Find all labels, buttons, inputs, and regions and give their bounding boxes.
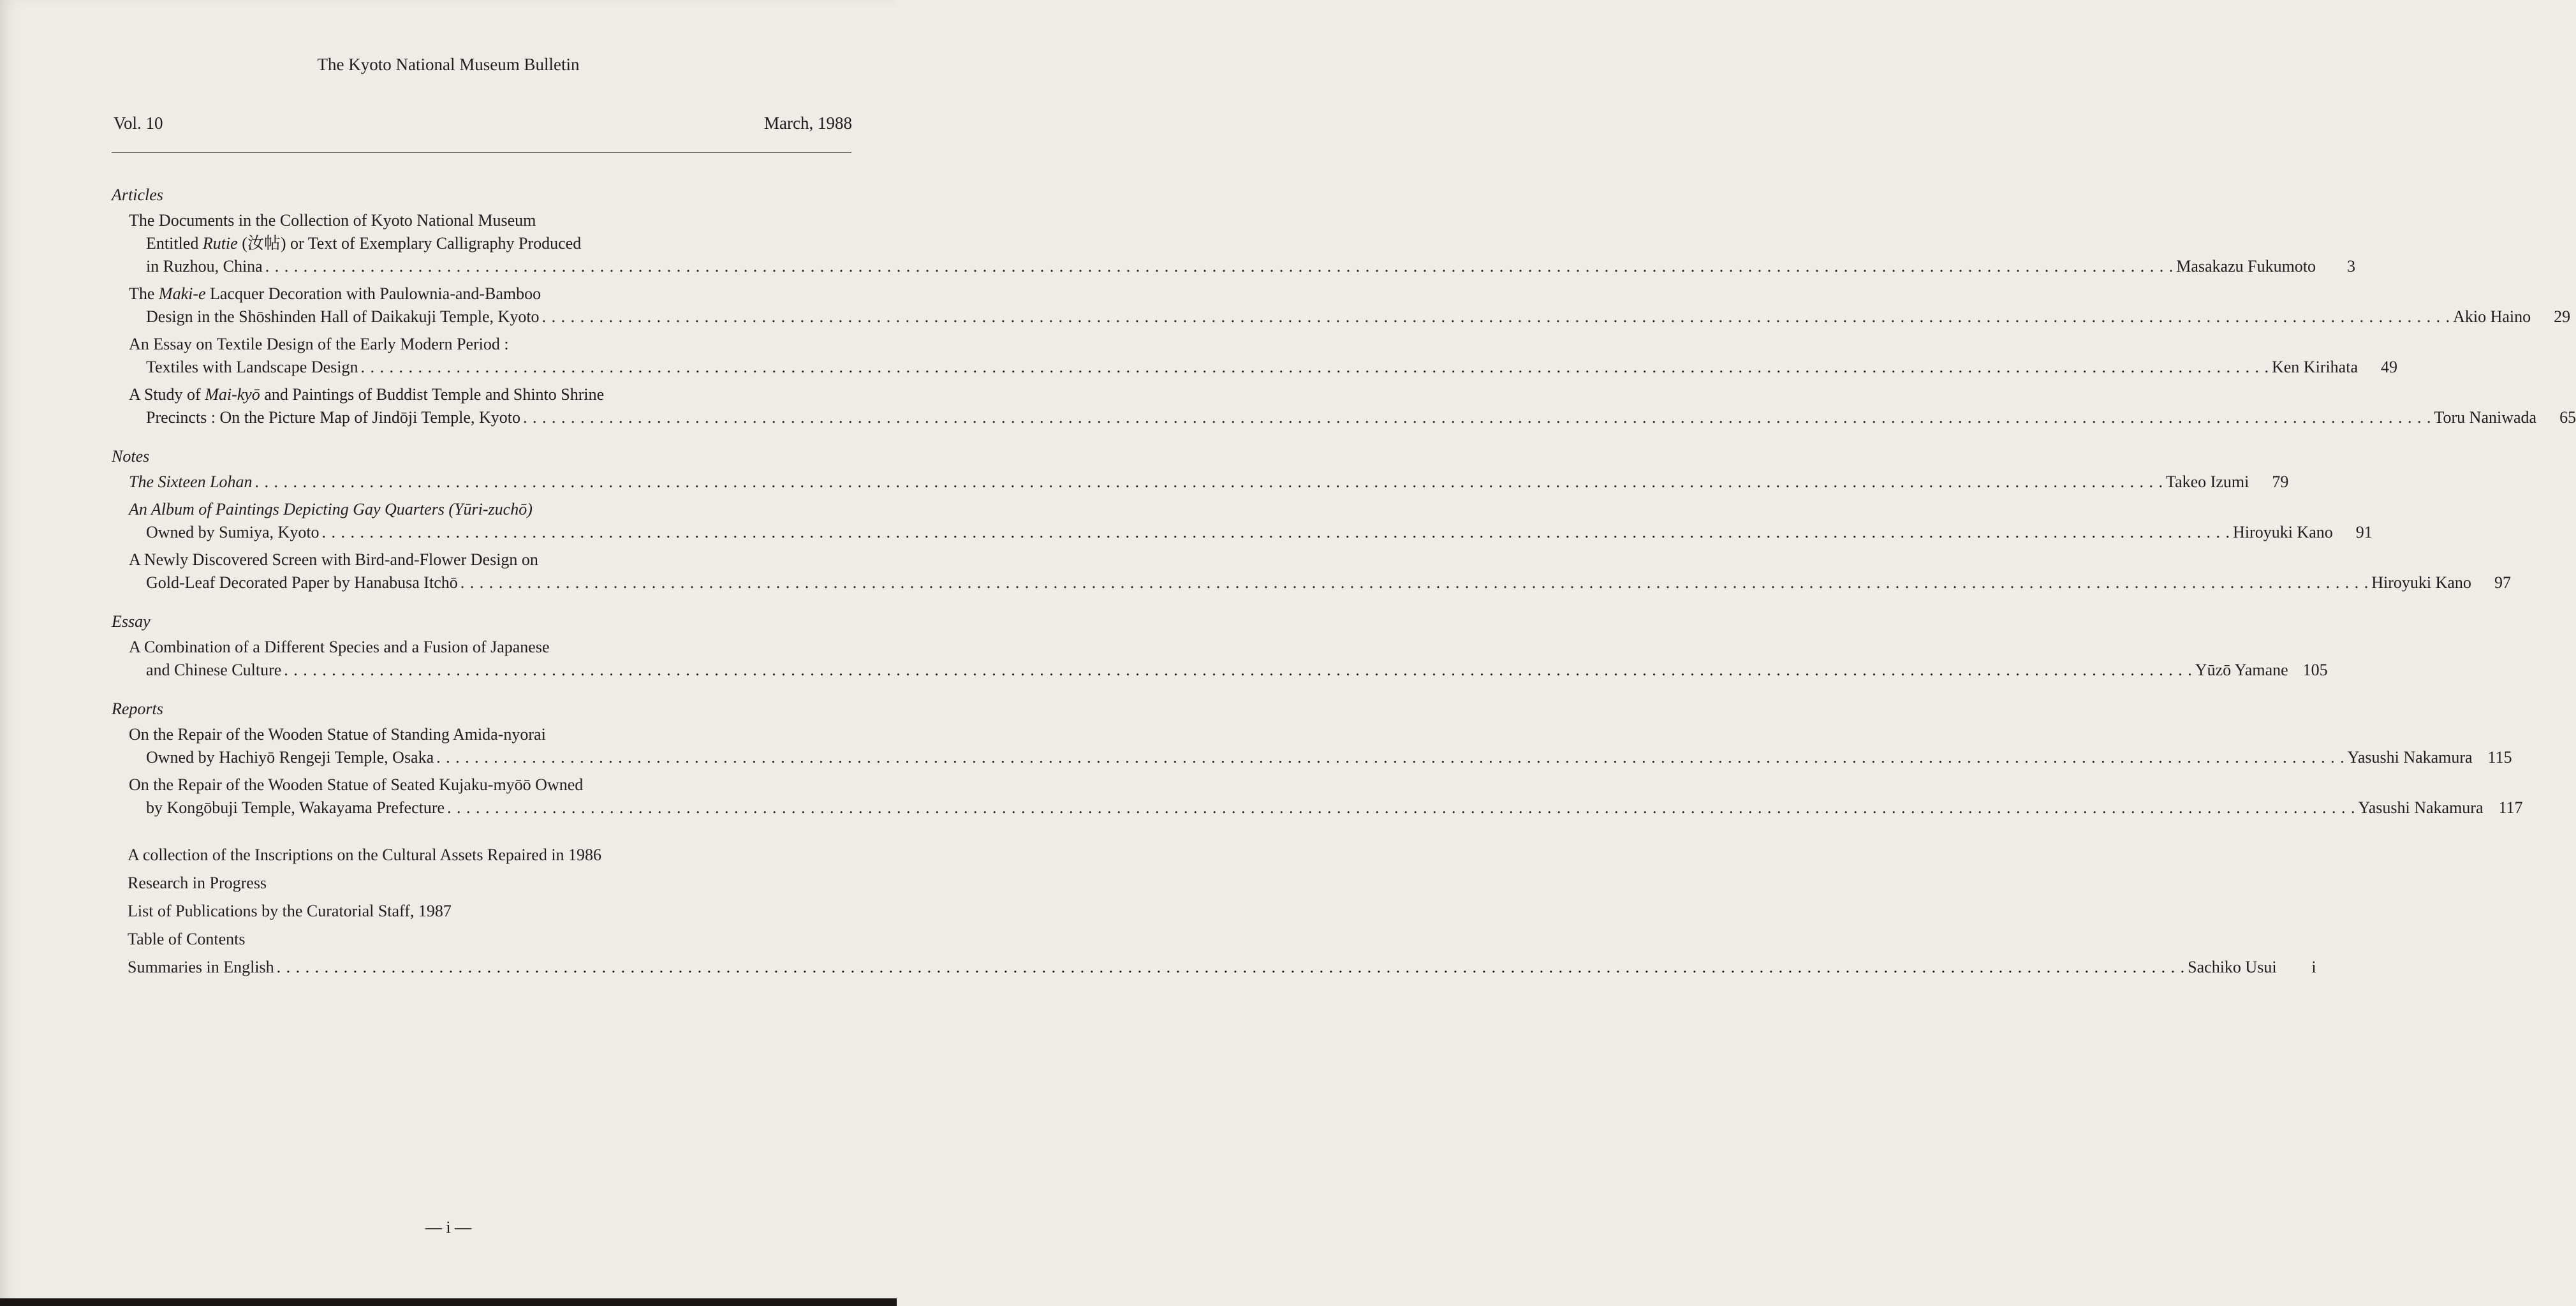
entry-author: Akio Haino — [2453, 307, 2531, 326]
section-heading: Notes — [112, 447, 150, 466]
entry-line — [112, 659, 2328, 682]
entry-page-number: 65 — [2559, 408, 2576, 427]
section-heading: Essay — [112, 612, 151, 631]
toc-entry — [112, 209, 2356, 278]
entry-line — [112, 383, 851, 406]
dot-leader: . . . . . . . . . . . . . . . . . . . . . . . . . . . . . . . . . . . . . . . . . . . . . . . . . . . . . . . . . . . . . . . . . . . . . . . . . . . . . . . . . . . . . . . . . . . . . . . . . . . . . . . . . . . . . . . . . . . . . . . . . . . . . . . . . . . . . . . . . . . . . . . . . . . . . . . . . . . . . . . . . . . . . . . . . . . . . . . . . . . . . . . . . . . . . . . . . . . . . . . . — [254, 473, 2164, 491]
entry-title-text — [146, 234, 581, 253]
entry-author: Sachiko Usui — [2188, 958, 2277, 976]
entry-title-text: Owned by Sumiya, Kyoto — [146, 523, 320, 541]
dot-leader: . . . . . . . . . . . . . . . . . . . . . . . . . . . . . . . . . . . . . . . . . . . . . . . . . . . . . . . . . . . . . . . . . . . . . . . . . . . . . . . . . . . . . . . . . . . . . . . . . . . . . . . . . . . . . . . . . . . . . . . . . . . . . . . . . . . . . . . . . . . . . . . . . . . . . . . . . . . . . . . . . . . . . . . . . . . . . . . . . . . . . . . . . . . . . . . . . . . . . . . . — [265, 257, 2174, 275]
entry-page-number: 79 — [2272, 473, 2289, 491]
entry-title-text: The Documents in the Collection of Kyoto National Museum — [129, 211, 536, 230]
back-matter-item — [112, 953, 2316, 981]
entry-title-text: A Newly Discovered Screen with Bird-and-Flower Design on — [129, 550, 538, 569]
entry-page-number: 3 — [2347, 257, 2356, 275]
entry-line — [112, 571, 2511, 594]
entry-page-number: 117 — [2498, 798, 2523, 817]
entry-line — [112, 636, 851, 659]
toc-entry — [112, 383, 2576, 429]
section-heading: Articles — [112, 186, 163, 204]
italic-title-segment: An Album of Paintings Depicting Gay Quarters (Yūri-zuchō) — [129, 500, 533, 518]
volume-number: Vol. 10 — [114, 114, 163, 133]
entry-line — [112, 548, 851, 571]
dot-leader: . . . . . . . . . . . . . . . . . . . . . . . . . . . . . . . . . . . . . . . . . . . . . . . . . . . . . . . . . . . . . . . . . . . . . . . . . . . . . . . . . . . . . . . . . . . . . . . . . . . . . . . . . . . . . . . . . . . . . . . . . . . . . . . . . . . . . . . . . . . . . . . . . . . . . . . . . . . . . . . . . . . . . . . . . . . . . . . . . . . . . . . . . . . . . . . . . . . . . . . . — [460, 573, 2369, 592]
entry-page-number: 105 — [2302, 661, 2328, 679]
entry-title-text: by Kongōbuji Temple, Wakayama Prefecture — [146, 798, 445, 817]
toc-entry — [112, 723, 2512, 769]
toc-entry — [112, 471, 2289, 494]
entry-line — [112, 723, 851, 746]
italic-title-segment: Rutie — [202, 234, 238, 253]
entry-page-number: 115 — [2487, 748, 2512, 767]
dot-leader: . . . . . . . . . . . . . . . . . . . . . . . . . . . . . . . . . . . . . . . . . . . . . . . . . . . . . . . . . . . . . . . . . . . . . . . . . . . . . . . . . . . . . . . . . . . . . . . . . . . . . . . . . . . . . . . . . . . . . . . . . . . . . . . . . . . . . . . . . . . . . . . . . . . . . . . . . . . . . . . . . . . . . . . . . . . . . . . . . . . . . . . . . . . . . . . . . . . . . . . . — [276, 958, 2186, 976]
entry-page-number: 91 — [2355, 523, 2373, 541]
entry-page-number: i — [2311, 958, 2316, 976]
dot-leader: . . . . . . . . . . . . . . . . . . . . . . . . . . . . . . . . . . . . . . . . . . . . . . . . . . . . . . . . . . . . . . . . . . . . . . . . . . . . . . . . . . . . . . . . . . . . . . . . . . . . . . . . . . . . . . . . . . . . . . . . . . . . . . . . . . . . . . . . . . . . . . . . . . . . . . . . . . . . . . . . . . . . . . . . . . . . . . . . . . . . . . . . . . . . . . . . . . . . . . . . — [522, 408, 2432, 427]
entry-title-text: An Essay on Textile Design of the Early Modern Period : — [129, 335, 509, 353]
entry-line — [112, 305, 2571, 328]
entry-title-text: and Chinese Culture — [146, 661, 282, 679]
back-matter-text: Summaries in English — [128, 958, 274, 976]
italic-title-segment: The Sixteen Lohan — [129, 473, 253, 491]
entry-title-text: in Ruzhou, China — [146, 257, 263, 275]
dot-leader: . . . . . . . . . . . . . . . . . . . . . . . . . . . . . . . . . . . . . . . . . . . . . . . . . . . . . . . . . . . . . . . . . . . . . . . . . . . . . . . . . . . . . . . . . . . . . . . . . . . . . . . . . . . . . . . . . . . . . . . . . . . . . . . . . . . . . . . . . . . . . . . . . . . . . . . . . . . . . . . . . . . . . . . . . . . . . . . . . . . . . . . . . . . . . . . . . . . . . . . . — [436, 748, 2345, 767]
italic-title-segment: Maki-e — [158, 284, 206, 303]
entry-line — [112, 356, 2397, 379]
toc-entry — [112, 498, 2373, 544]
entry-line — [112, 406, 2576, 429]
back-matter-item — [112, 841, 851, 869]
entry-line — [112, 774, 851, 796]
entry-author: Hiroyuki Kano — [2233, 523, 2333, 541]
back-matter-list — [112, 841, 2316, 981]
back-matter-text: List of Publications by the Curatorial Staff, 1987 — [128, 902, 452, 920]
entry-title-text: A Combination of a Different Species and a Fusion of Japanese — [129, 638, 550, 656]
toc-entry — [112, 636, 2328, 682]
entry-line — [112, 232, 851, 255]
journal-title: The Kyoto National Museum Bulletin — [317, 55, 580, 74]
entry-line — [112, 746, 2512, 769]
section-spacer — [112, 686, 851, 696]
entry-author: Ken Kirihata — [2271, 358, 2358, 376]
back-matter-text: A collection of the Inscriptions on the Cultural Assets Repaired in 1986 — [128, 846, 602, 864]
title-segment: Entitled — [146, 234, 203, 253]
toc-entry — [112, 774, 2523, 819]
dot-leader: . . . . . . . . . . . . . . . . . . . . . . . . . . . . . . . . . . . . . . . . . . . . . . . . . . . . . . . . . . . . . . . . . . . . . . . . . . . . . . . . . . . . . . . . . . . . . . . . . . . . . . . . . . . . . . . . . . . . . . . . . . . . . . . . . . . . . . . . . . . . . . . . . . . . . . . . . . . . . . . . . . . . . . . . . . . . . . . . . . . . . . . . . . . . . . . . . . . . . . . . — [360, 358, 2269, 376]
table-of-contents — [112, 182, 2576, 981]
entry-page-number: 29 — [2554, 307, 2571, 326]
back-matter-text: Research in Progress — [128, 874, 267, 892]
title-segment: (汝帖) or Text of Exemplary Calligraphy Produced — [237, 234, 582, 253]
section-spacer — [112, 599, 851, 609]
section-spacer — [112, 434, 851, 444]
entry-author: Yasushi Nakamura — [2347, 748, 2473, 767]
entry-line — [112, 471, 2289, 494]
entry-author: Toru Naniwada — [2434, 408, 2537, 427]
entry-line — [112, 282, 851, 305]
header-rule — [112, 152, 851, 153]
issue-date: March, 1988 — [764, 114, 852, 133]
entry-page-number: 49 — [2381, 358, 2397, 376]
toc-entry — [112, 282, 2571, 328]
entry-page-number: 97 — [2494, 573, 2511, 592]
section-heading: Reports — [112, 700, 163, 718]
toc-entry — [112, 333, 2397, 379]
title-segment: The — [129, 284, 159, 303]
entry-line — [112, 498, 851, 521]
entry-line — [112, 796, 2523, 819]
dot-leader: . . . . . . . . . . . . . . . . . . . . . . . . . . . . . . . . . . . . . . . . . . . . . . . . . . . . . . . . . . . . . . . . . . . . . . . . . . . . . . . . . . . . . . . . . . . . . . . . . . . . . . . . . . . . . . . . . . . . . . . . . . . . . . . . . . . . . . . . . . . . . . . . . . . . . . . . . . . . . . . . . . . . . . . . . . . . . . . . . . . . . . . . . . . . . . . . . . . . . . . . — [447, 798, 2356, 817]
dot-leader: . . . . . . . . . . . . . . . . . . . . . . . . . . . . . . . . . . . . . . . . . . . . . . . . . . . . . . . . . . . . . . . . . . . . . . . . . . . . . . . . . . . . . . . . . . . . . . . . . . . . . . . . . . . . . . . . . . . . . . . . . . . . . . . . . . . . . . . . . . . . . . . . . . . . . . . . . . . . . . . . . . . . . . . . . . . . . . . . . . . . . . . . . . . . . . . . . . . . . . . . — [284, 661, 2193, 679]
title-segment: Lacquer Decoration with Paulownia-and-Bamboo — [205, 284, 541, 303]
back-matter-item — [112, 897, 851, 925]
entry-title-text: On the Repair of the Wooden Statue of Seated Kujaku-myōō Owned — [129, 775, 584, 794]
entry-title-text — [129, 500, 533, 518]
entry-title-text: Design in the Shōshinden Hall of Daikakuji Temple, Kyoto — [146, 307, 540, 326]
back-matter-text: Table of Contents — [128, 930, 246, 948]
title-segment: A Study of — [129, 385, 205, 404]
entry-title-text: Owned by Hachiyō Rengeji Temple, Osaka — [146, 748, 434, 767]
entry-author: Yasushi Nakamura — [2358, 798, 2484, 817]
entry-title-text: Textiles with Landscape Design — [146, 358, 358, 376]
entry-title-text: Precincts : On the Picture Map of Jindōji Temple, Kyoto — [146, 408, 520, 427]
entry-title-text — [129, 385, 604, 404]
entry-line — [112, 333, 851, 356]
page-bottom-edge — [0, 1298, 897, 1306]
italic-title-segment: Mai-kyō — [205, 385, 260, 404]
entry-title-text: Gold-Leaf Decorated Paper by Hanabusa Itchō — [146, 573, 458, 592]
title-segment: and Paintings of Buddist Temple and Shinto Shrine — [260, 385, 605, 404]
page-number: — i — — [425, 1218, 472, 1236]
entry-title-text — [129, 284, 541, 303]
entry-author: Hiroyuki Kano — [2371, 573, 2471, 592]
dot-leader: . . . . . . . . . . . . . . . . . . . . . . . . . . . . . . . . . . . . . . . . . . . . . . . . . . . . . . . . . . . . . . . . . . . . . . . . . . . . . . . . . . . . . . . . . . . . . . . . . . . . . . . . . . . . . . . . . . . . . . . . . . . . . . . . . . . . . . . . . . . . . . . . . . . . . . . . . . . . . . . . . . . . . . . . . . . . . . . . . . . . . . . . . . . . . . . . . . . . . . . . — [541, 307, 2451, 326]
back-matter-item — [112, 869, 851, 897]
entry-line — [112, 255, 2356, 278]
entry-author: Yūzō Yamane — [2195, 661, 2288, 679]
entry-title-text: On the Repair of the Wooden Statue of Standing Amida-nyorai — [129, 725, 546, 744]
entry-author: Takeo Izumi — [2166, 473, 2249, 491]
entry-author: Masakazu Fukumoto — [2176, 257, 2316, 275]
entry-line — [112, 521, 2373, 544]
entry-line — [112, 209, 851, 232]
back-matter-item — [112, 925, 851, 953]
dot-leader: . . . . . . . . . . . . . . . . . . . . . . . . . . . . . . . . . . . . . . . . . . . . . . . . . . . . . . . . . . . . . . . . . . . . . . . . . . . . . . . . . . . . . . . . . . . . . . . . . . . . . . . . . . . . . . . . . . . . . . . . . . . . . . . . . . . . . . . . . . . . . . . . . . . . . . . . . . . . . . . . . . . . . . . . . . . . . . . . . . . . . . . . . . . . . . . . . . . . . . . . — [321, 523, 2231, 541]
entry-title-text — [129, 471, 253, 494]
toc-entry — [112, 548, 2511, 594]
